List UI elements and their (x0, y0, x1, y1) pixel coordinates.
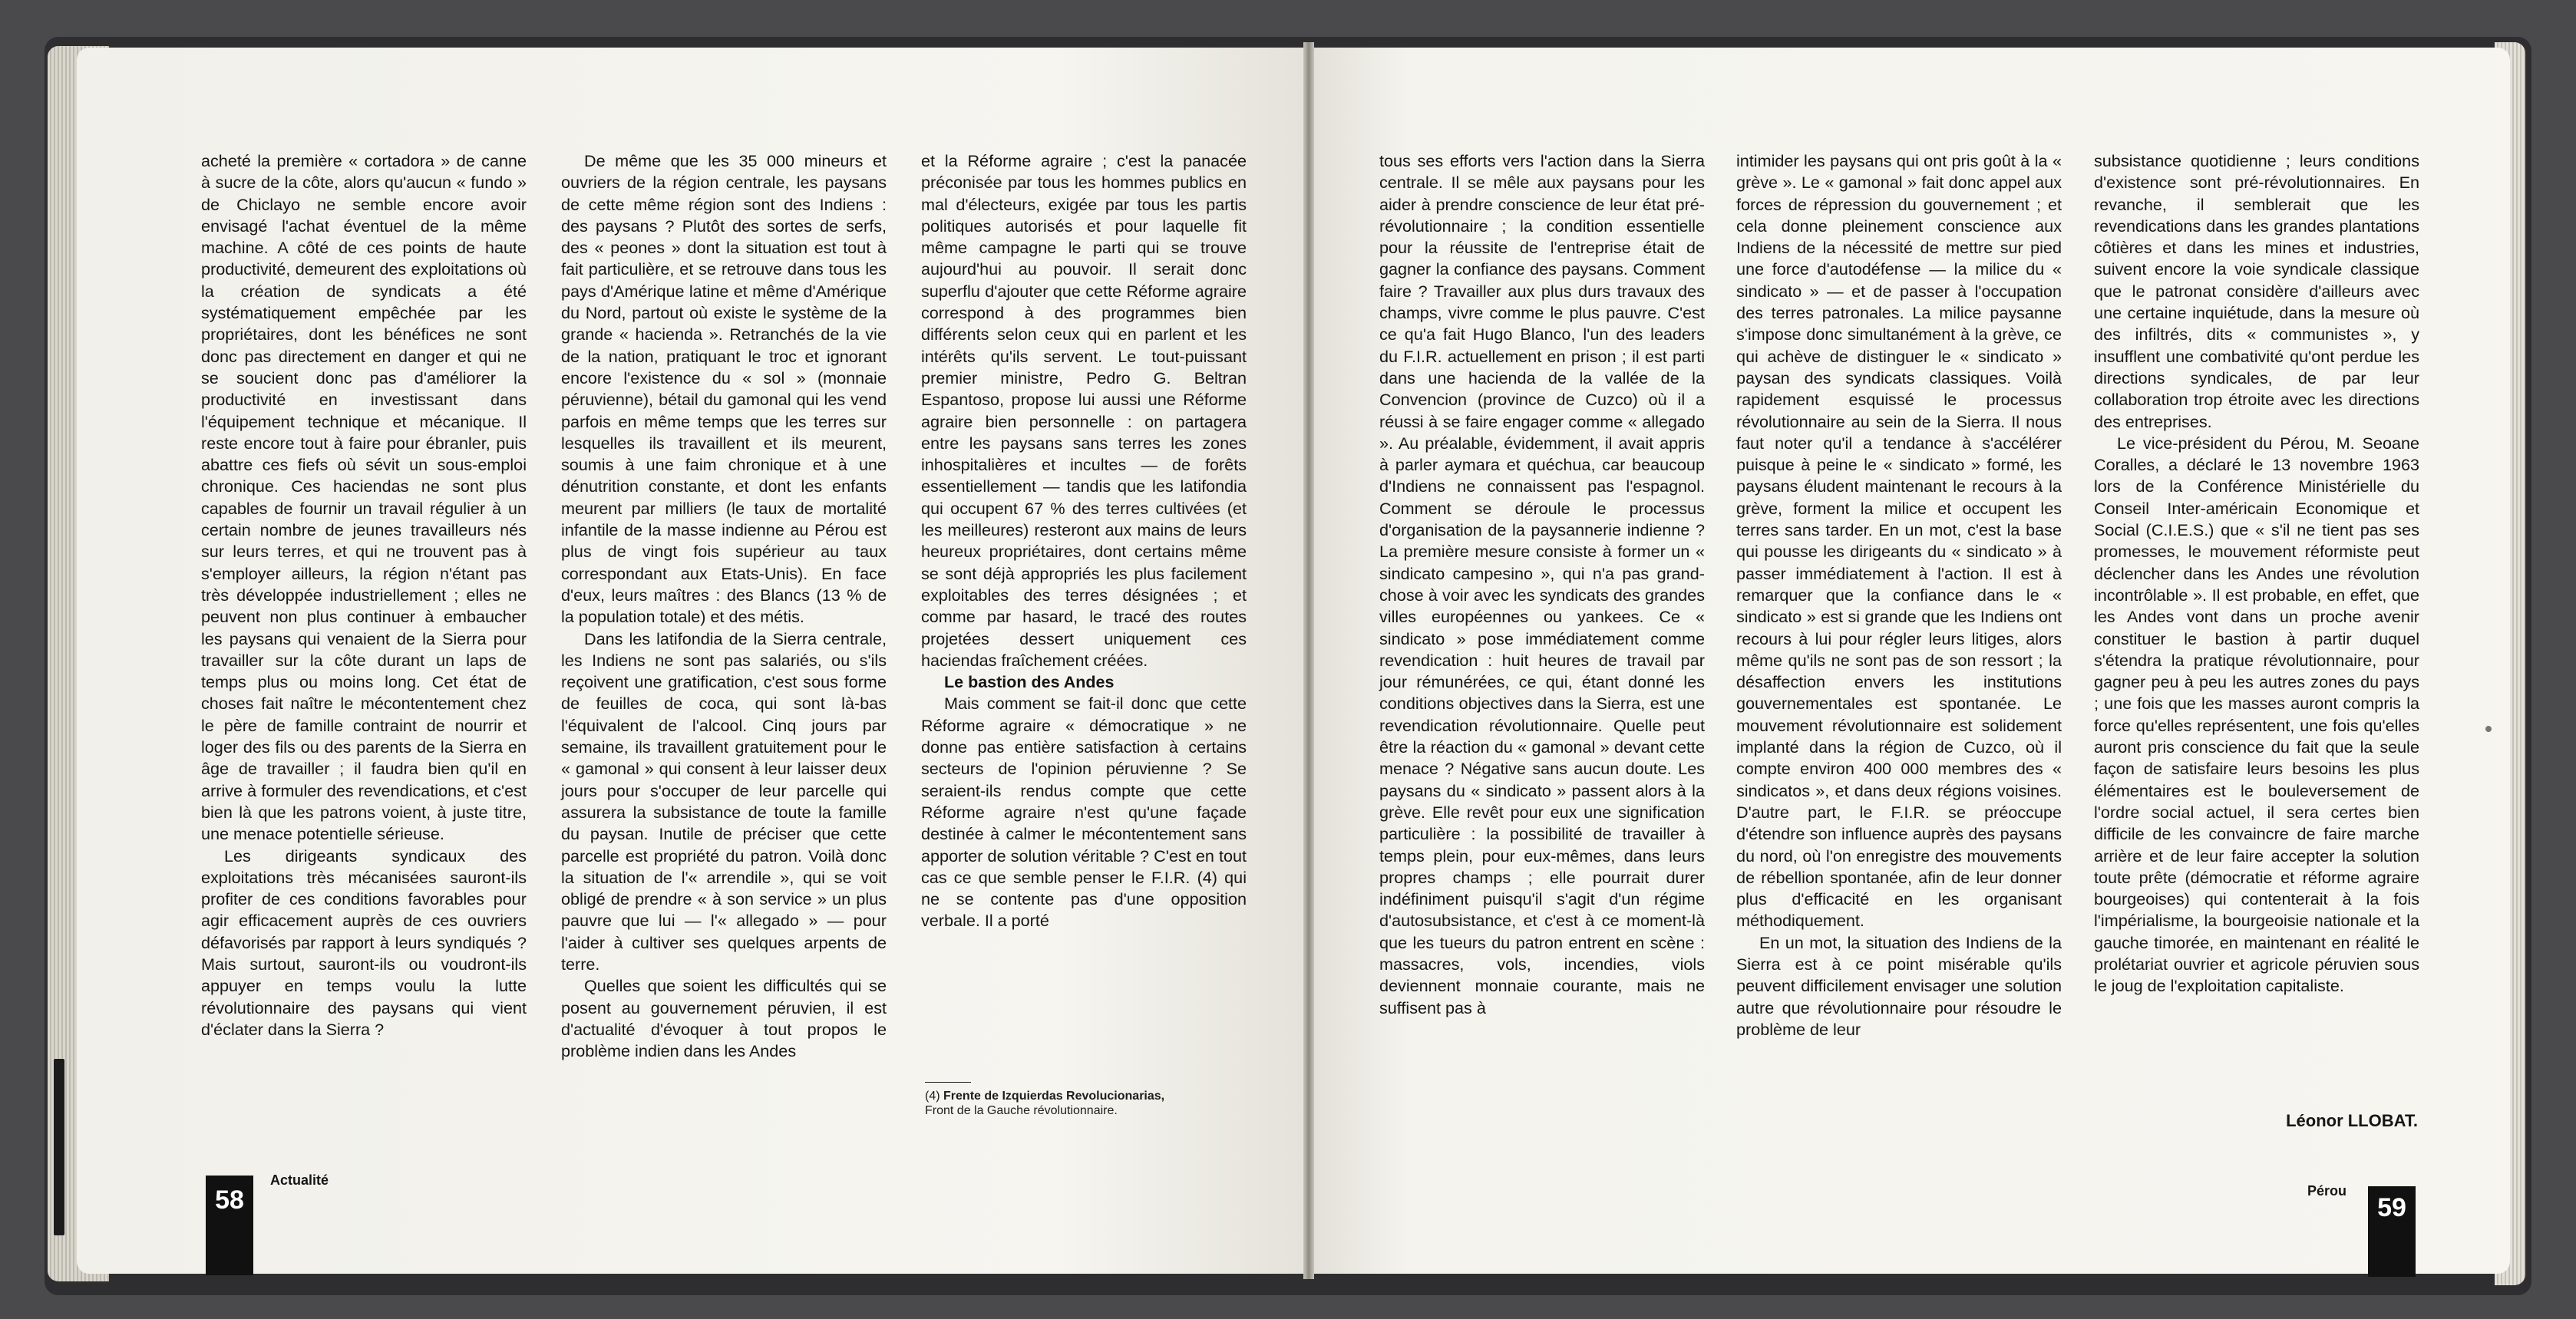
section-heading: Le bastion des Andes (944, 673, 1115, 692)
binding-mark (54, 1059, 64, 1235)
right-col-2-para-2: En un mot, la situation des Indiens de la Sierra est à ce point misérable qu'ils peuvent difficilement envisager une solution autre que révolutionnaire pour résoudre le problème de leur (1736, 932, 2062, 1039)
left-col-3 (921, 150, 1247, 932)
right-section-label: Pérou (2307, 1183, 2347, 1199)
footnote-text: Front de la Gauche révolutionnaire. (925, 1104, 1118, 1117)
author-signature: Léonor LLOBAT. (2286, 1111, 2418, 1130)
left-col-3-para-1: et la Réforme agraire ; c'est la panacée préconisée par tous les hommes publics en mal d'électeurs, exigée par tous les partis politiques autorisés et pour laquelle fit même campagne le parti qui se trouve aujourd'hui au pouvoir. Il serait donc superflu d'ajouter que cette Réforme agraire correspond à des programmes bien différents selon ceux qui en parlent et les intérêts qu'ils servent. Le tout-puissant premier ministre, Pedro G. Beltran Espantoso, propose lui aussi une Réforme agraire bien personnelle : on partagera entre les paysans sans terres les zones inhospitalières et incultes — de forêts essentiellement — tandis que les latifondia qui occupent 67 % des terres cultivées (et les meilleures) resteront aux mains de leurs heureux propriétaires, dont certains même se sont déjà appropriés les plus facilement exploitables des terres désignées ; et comme par hasard, le tracé des routes projetées dessert uniquement ces haciendas fraîchement créées. (921, 151, 1247, 670)
right-col-2 (1736, 150, 2062, 1040)
left-col-1-para-1: acheté la première « cortadora » de canne à sucre de la côte, alors qu'aucun « fundo » de Chiclayo ne semble encore avoir envisagé l'achat éventuel de la même machine. A côté de ces points de haute productivité, demeurent des exploitations où la création de syndicats a été systématiquement empêchée par les propriétaires, dont les bénéfices ne sont donc pas directement en danger et qui ne se soucient donc pas d'améliorer la productivité en investissant dans l'équipement technique et mécanique. Il reste encore tout à faire pour ébranler, puis abattre ces fiefs où sévit un sous-emploi chronique. Ces haciendas ne sont plus capables de fournir un travail régulier à un certain nombre de jeunes travailleurs nés sur leurs terres, et qui ne trouvent pas à s'employer ailleurs, la région n'étant pas très développée industriellement ; elles ne peuvent non plus continuer à embaucher les paysans qui venaient de la Sierra pour travailler sur la côte durant un laps de temps plus ou moins long. Cet état de choses fait naître le mécontentement chez le père de famille contraint de nourrir et loger des fils ou des parents de la Sierra en âge de travailler ; il faudra bien qu'il en arrive à formuler des revendications, et c'est bien là que les patrons voient, à juste titre, une menace potentielle sérieuse. (201, 151, 527, 844)
right-col-1 (1379, 150, 1705, 1019)
left-col-1 (201, 150, 527, 1040)
right-col-3-para-1: subsistance quotidienne ; leurs conditions d'existence sont pré-révolutionnaires. En revanche, il semblerait que les revendications dans les grandes plantations côtières et dans les mines et industries, suivent encore la voie syndicale classique que le patronat considère d'ailleurs avec une certaine inquiétude, dans la mesure où des infiltrés, dits « communistes », y insufflent une combativité qu'ont perdue les directions syndicales, de par leur collaboration trop étroite avec les directions des entreprises. (2094, 151, 2419, 431)
left-col-1-para-2: Les dirigeants syndicaux des exploitations très mécanisées sauront-ils profiter de ces conditions favorables pour agir efficacement auprès de ces ouvriers défavorisés par rapport à leurs syndiqués ? Mais surtout, sauront-ils ou voudront-ils appuyer en temps voulu la lutte révolutionnaire des paysans qui vient d'éclater dans la Sierra ? (201, 846, 527, 1039)
footnote-number: (4) (925, 1090, 940, 1103)
page-speck (2485, 726, 2492, 732)
left-col-2-para-2: Dans les latifondia de la Sierra centrale, les Indiens ne sont pas salariés, ou s'ils reçoivent une gratification, c'est sous forme de feuilles de coca, qui sont là-bas l'équivalent de l'alcool. Cinq jours par semaine, ils travaillent gratuitement pour le « gamonal » qui consent à leur laisser deux jours pour s'occuper de leur parcelle qui assurera la subsistance de toute la famille du paysan. Inutile de préciser que cette parcelle est propriété du patron. Voilà donc la situation de l'« arrendile », qui se voit obligé de prendre « à son service » un plus pauvre que lui — l'« allegado » — pour l'aider à cultiver ses quelques arpents de terre. (561, 628, 887, 974)
right-col-3-para-2: Le vice-président du Pérou, M. Seoane Coralles, a déclaré le 13 novembre 1963 lors de la Conférence Ministérielle du Conseil Inter-américain Economique et Social (C.I.E.S.) que « s'il ne tient pas ses promesses, le mouvement réformiste peut déclencher dans les Andes une révolution incontrôlable ». Il est probable, en effet, que les Andes vont dans un proche avenir constituer le bastion à partir duquel s'étendra la pratique révolutionnaire, pour gagner peu à peu les autres zones du pays ; une fois que les masses auront compris la force qu'elles représentent, une fois qu'elles auront pris conscience du fait que la seule façon de satisfaire leurs besoins les plus élémentaires est le bouleversement de l'ordre social actuel, il sera certes bien difficile de les convaincre de faire marche arrière et de leur faire accepter la solution toute prête (démocratie et réforme agraire bourgeoises) qui contenterait à la fois l'impérialisme, la bourgeoisie nationale et la gauche timorée, en maintenant en réalité le prolétariat ouvrier et agricole péruvien sous le joug de l'exploitation capitaliste. (2094, 433, 2419, 996)
left-page-number: 58 (206, 1176, 253, 1275)
right-col-2-para-1: intimider les paysans qui ont pris goût à la « grève ». Le « gamonal » fait donc appel aux forces de répression du gouvernement ; et cela donne pleinement conscience aux Indiens de la nécessité de mettre sur pied une force d'autodéfense — la milice du « sindicato » — et de passer à l'occupation des terres patronales. La milice paysanne s'impose donc simultanément à la grève, ce qui achève de distinguer le « sindicato » paysan des syndicats classiques. Voilà rapidement esquissé le processus révolutionnaire au sein de la Sierra. Il nous faut noter qu'il a tendance à s'accélérer puisque à peine le « sindicato » formé, les paysans éludent maintenant le recours à la grève, forment la milice et occupent les terres sans tarder. En un mot, c'est la base qui pousse les dirigeants du « sindicato » à passer immédiatement à l'action. Il est à remarquer que la confiance dans le « sindicato » est si grande que les Indiens ont recours à lui pour régler leurs litiges, alors même qu'ils ne sont pas de son ressort ; la désaffection envers les institutions gouvernementales est spontanée. Le mouvement révolutionnaire est solidement implanté dans la région de Cuzco, où il compte environ 400 000 membres des « sindicatos », et dans deux régions voisines. D'autre part, le F.I.R. se préoccupe d'étendre son influence auprès des paysans du nord, où l'on enregistre des mouvements de rébellion spontanée, afin de leur donner plus d'efficacité en les organisant méthodiquement. (1736, 151, 2062, 931)
footnote-bold-text: Frente de Izquierdas Revolucionarias, (943, 1090, 1165, 1103)
left-section-label: Actualité (270, 1172, 329, 1188)
book-gutter (1303, 42, 1314, 1279)
footnote-rule (925, 1082, 971, 1083)
footnote (925, 1082, 1247, 1118)
right-page-number: 59 (2368, 1186, 2416, 1277)
left-col-2 (561, 150, 887, 1062)
left-col-2-para-1: De même que les 35 000 mineurs et ouvriers de la région centrale, les paysans de cette même région sont des Indiens : des paysans ? Plutôt des sortes de serfs, des « peones » dont la situation est tout à fait particulière, et se retrouve dans tous les pays d'Amérique latine et même d'Amérique du Nord, partout où existe le système de la grande « hacienda ». Retranchés de la vie de la nation, pratiquant le troc et ignorant encore l'existence du « sol » (monnaie péruvienne), bétail du gamonal qui les vend parfois en même temps que les terres sur lesquelles ils travaillent et ils meurent, soumis à une faim chronique et à une dénutrition constante, et dont les enfants meurent par milliers (le taux de mortalité infantile de la masse indienne au Pérou est plus de vingt fois supérieur au taux correspondant aux Etats-Unis). En face d'eux, leurs maîtres : des Blancs (13 % de la population totale) et des métis. (561, 151, 887, 627)
left-col-2-para-3: Quelles que soient les difficultés qui se posent au gouvernement péruvien, il est d'actualité d'évoquer à tout propos le problème indien dans les Andes (561, 976, 887, 1061)
right-col-3 (2094, 150, 2419, 997)
left-col-3-para-2: Mais comment se fait-il donc que cette Réforme agraire « démocratique » ne donne pas entière satisfaction à certains secteurs de l'opinion péruvienne ? Se seraient-ils rendus compte que cette Réforme agraire n'est qu'une façade destinée à calmer le mécontentement sans apporter de solution véritable ? C'est en tout cas ce que semble penser le F.I.R. (4) qui ne se contente pas d'une opposition verbale. Il a porté (921, 694, 1247, 931)
right-col-1-para-1: tous ses efforts vers l'action dans la Sierra centrale. Il se mêle aux paysans pour les aider à prendre conscience de leur état pré-révolutionnaire ; la condition essentielle pour la réussite de l'entreprise était de gagner la confiance des paysans. Comment faire ? Travailler aux plus durs travaux des champs, vivre comme le plus pauvre. C'est ce qu'a fait Hugo Blanco, l'un des leaders du F.I.R. actuellement en prison ; il est parti dans une hacienda de la vallée de la Convencion (province de Cuzco) où il a réussi à se faire engager comme « allegado ». Au préalable, évidemment, il avait appris à parler aymara et quéchua, car beaucoup d'Indiens ne connaissent pas l'espagnol. Comment se déroule le processus d'organisation de la paysannerie indienne ? La première mesure consiste à former un « sindicato campesino », qui n'a pas grand-chose à voir avec les syndicats des grandes villes européennes ou yankees. Ce « sindicato » pose immédiatement comme revendication : huit heures de travail par jour rémunérées, ce qui, étant donné les conditions objectives dans la Sierra, est une revendication révolutionnaire. Quelle peut être la réaction du « gamonal » devant cette menace ? Négative sans aucun doute. Les paysans du « sindicato » passent alors à la grève. Elle revêt pour eux une signification particulière : la possibilité de travailler à temps plein, pour eux-mêmes, dans leurs propres champs ; elle pourrait durer indéfiniment puisqu'il s'agit d'un régime d'autosubsistance, et c'est à ce moment-là que les tueurs du patron entrent en scène : massacres, vols, incendies, viols deviennent monnaie courante, mais ne suffisent pas à (1379, 151, 1705, 1017)
